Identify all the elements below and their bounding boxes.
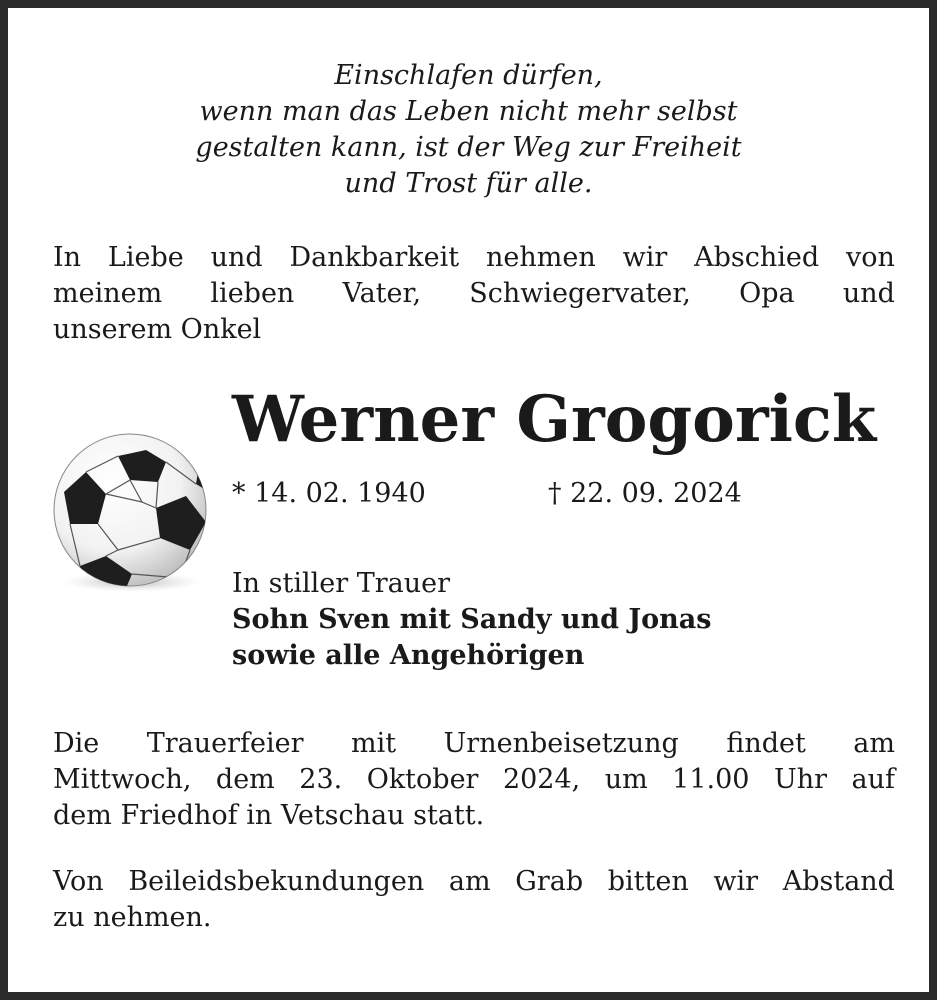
word: Beileidsbekundungen <box>128 866 425 897</box>
word: lieben <box>210 278 295 309</box>
intro-line-3: unserem Onkel <box>53 314 262 345</box>
mourners-family: Sohn Sven mit Sandy und Jonas <box>232 604 712 635</box>
word: Grab <box>515 866 584 897</box>
word: Von <box>53 866 104 897</box>
word: wir <box>713 866 759 897</box>
condolence-line-2: zu nehmen. <box>53 902 212 933</box>
deceased-name: Werner Grogorick <box>232 382 877 457</box>
word: Dankbarkeit <box>289 242 460 273</box>
word: Liebe <box>107 242 184 273</box>
poem-line: wenn man das Leben nicht mehr selbst <box>199 96 738 127</box>
ceremony-text <box>53 726 895 834</box>
word: am <box>853 728 895 759</box>
intro-line-1 <box>53 240 895 276</box>
condolence-line-1 <box>53 864 895 900</box>
word: Mittwoch, <box>53 764 192 795</box>
word: Abschied <box>694 242 820 273</box>
word: 23. <box>299 764 343 795</box>
word: findet <box>726 728 806 759</box>
word: meinem <box>53 278 163 309</box>
word: Trauerfeier <box>146 728 304 759</box>
word: und <box>842 278 895 309</box>
word: bitten <box>607 866 689 897</box>
poem <box>0 58 937 202</box>
mourners <box>232 566 712 674</box>
word: Die <box>53 728 100 759</box>
word: 11.00 <box>672 764 750 795</box>
word: dem <box>215 764 275 795</box>
word: 2024, <box>502 764 581 795</box>
birth-date: * 14. 02. 1940 <box>232 478 426 509</box>
word: Abstand <box>782 866 895 897</box>
word: mit <box>350 728 397 759</box>
ceremony-line-3: dem Friedhof in Vetschau statt. <box>53 800 485 831</box>
word: auf <box>851 764 895 795</box>
soccer-ball-icon <box>50 432 212 594</box>
condolence-text <box>53 864 895 936</box>
word: von <box>846 242 895 273</box>
death-date: † 22. 09. 2024 <box>548 478 742 509</box>
word: und <box>210 242 263 273</box>
word: In <box>53 242 82 273</box>
word: Urnenbeisetzung <box>443 728 679 759</box>
word: Uhr <box>773 764 827 795</box>
ceremony-line-2 <box>53 762 895 798</box>
word: um <box>604 764 648 795</box>
poem-line: gestalten kann, ist der Weg zur Freiheit <box>195 132 742 163</box>
word: am <box>448 866 491 897</box>
ceremony-line-1 <box>53 726 895 762</box>
intro-line-2 <box>53 276 895 312</box>
mourners-relatives: sowie alle Angehörigen <box>232 640 585 671</box>
poem-line: und Trost für alle. <box>344 168 593 199</box>
mourners-heading: In stiller Trauer <box>232 568 451 599</box>
word: nehmen <box>485 242 596 273</box>
intro-text <box>53 240 895 348</box>
poem-line: Einschlafen dürfen, <box>334 60 603 91</box>
word: Opa <box>739 278 795 309</box>
word: Oktober <box>366 764 479 795</box>
word: Schwiegervater, <box>469 278 691 309</box>
word: Vater, <box>342 278 422 309</box>
word: wir <box>622 242 668 273</box>
